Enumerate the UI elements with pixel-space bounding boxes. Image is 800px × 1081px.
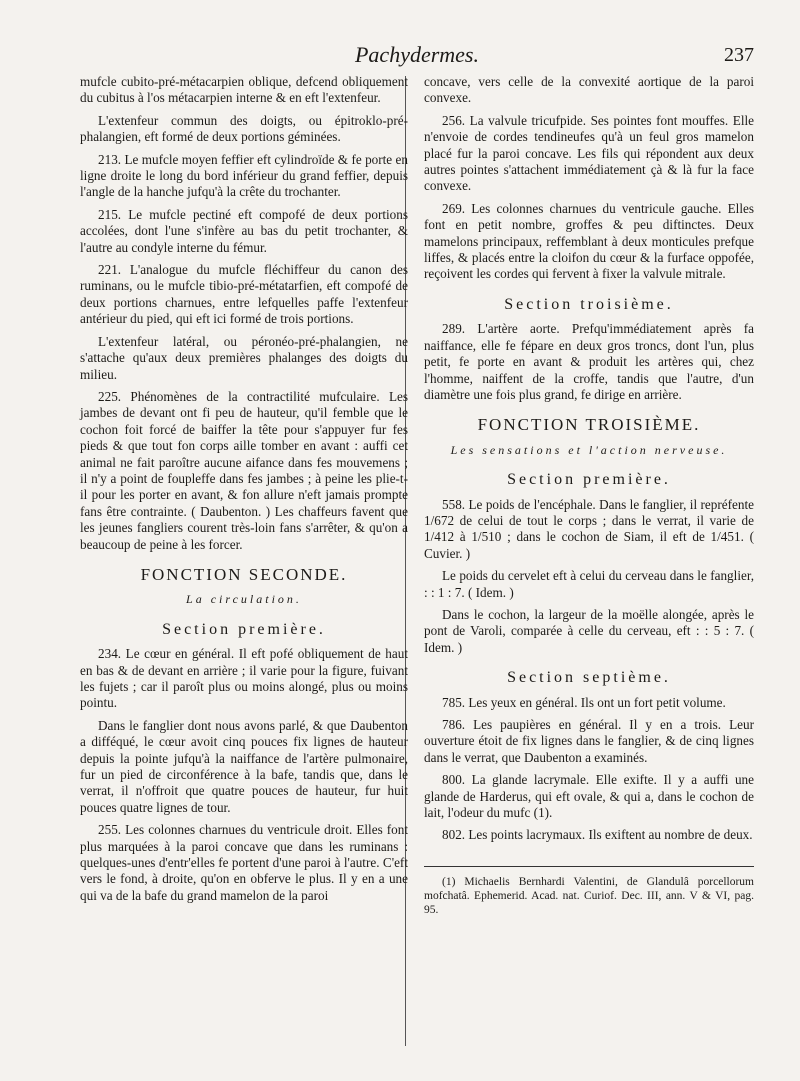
right-column <box>424 74 754 923</box>
paragraph: 215. Le mufcle pectiné eft compofé de deux portions accolées, dont l'une s'infère au bas du petit trochanter, & l'autre au condyle interne du fémur. <box>80 206 408 255</box>
paragraph: mufcle cubito-pré-métacarpien oblique, defcend obliquement du cubitus à l'os métacarpien interne & en eft l'extenfeur. <box>80 74 408 106</box>
paragraph: concave, vers celle de la convexité aortique de la paroi convexe. <box>424 74 754 106</box>
paragraph: Dans le cochon, la largeur de la moëlle alongée, après le pont de Varoli, comparée à celle du cerveau, eft : : 5 : 7. ( Idem. ) <box>424 606 754 655</box>
section-heading: FONCTION SECONDE. <box>140 564 348 584</box>
paragraph: 802. Les points lacrymaux. Ils exiftent au nombre de deux. <box>442 827 753 843</box>
paragraph: Le poids du cervelet eft à celui du cerveau dans le fanglier, : : 1 : 7. ( Idem. ) <box>424 568 754 600</box>
section-heading: Section septième. <box>507 669 671 687</box>
subsection-heading: La circulation. <box>186 592 302 607</box>
footnote: (1) Michaelis Bernhardi Valentini, de Glandulâ porcellorum mofchatâ. Ephemerid. Acad. nat. Curiof. Dec. III, ann. V & VI, pag. 95. <box>424 875 754 916</box>
paragraph: 269. Les colonnes charnues du ventricule gauche. Elles font en petit nombre, groffes & peu diftinctes. Deux mamelons principaux, reffemblant à deux monticules prefque liffes, & placés entre la cloifon du cœur & la furface oppofée, reçoivent les cordes qui fervent à fixer la valvule mitrale. <box>424 200 754 282</box>
section-heading: Section troisième. <box>504 295 674 313</box>
footnote-rule <box>424 866 754 867</box>
page-header <box>80 42 754 72</box>
paragraph: Dans le fanglier dont nous avons parlé, & que Daubenton a difféqué, le cœur avoit cinq pouces fix lignes de hauteur depuis la pointe jufqu'à la naiffance de l'artère pulmonaire, fur un pied de circonférence à la bafe, tandis que, dans le verrat, il n'offroit que quatre pouces de hauteur, fur huit pouces quatre lignes de tour. <box>80 717 408 815</box>
paragraph: 234. Le cœur en général. Il eft pofé obliquement de haut en bas & de devant en arrière ; il varie pour la figure, fuivant les fujets ; car il paroît plus ou moins alongé, plus ou moins pointu. <box>80 646 408 711</box>
paragraph: 255. Les colonnes charnues du ventricule droit. Elles font plus marquées à la paroi concave que dans les ruminans : quelques-unes d'entr'elles fe portent d'une paroi à l'autre. C'eft vers le fond, à droite, qu'on en obferve le plus. Il y en a une qui va de la bafe du grand mamelon de la paroi <box>80 822 408 903</box>
subsection-heading: Les sensations et l'action nerveuse. <box>450 442 728 457</box>
left-column <box>80 74 408 910</box>
page-number: 237 <box>724 44 754 66</box>
paragraph: L'extenfeur commun des doigts, ou épitroklo-pré-phalangien, eft formé de deux portions géminées. <box>80 112 408 145</box>
paragraph: 558. Le poids de l'encéphale. Dans le fanglier, il repréfente 1/672 de celui de tout le corps ; dans le verrat, il varie de 1/412 à 1/510 ; dans le cochon de Siam, il eft de 1/451. ( Cuvier. ) <box>424 496 754 561</box>
paragraph: 221. L'analogue du mufcle fléchiffeur du canon des ruminans, ou le mufcle tibio-pré-métatarfien, eft compofé de deux portions charnues, entre lefquelles paffe l'extenfeur antérieur du pied, qui eft ici formé de trois portions. <box>80 262 408 327</box>
paragraph: L'extenfeur latéral, ou péronéo-pré-phalangien, ne s'attache qu'aux deux premières phalanges des doigts du milieu. <box>80 333 408 382</box>
paragraph: 289. L'artère aorte. Prefqu'immédiatement après fa naiffance, elle fe fépare en deux gros troncs, dont l'un, plus petit, fe porte en avant & produit les artères qui, chez l'homme, naiffent de la croffe, tandis que l'autre, d'un diamètre une fois plus grand, fe dirige en arrière. <box>424 321 754 402</box>
paragraph: 786. Les paupières en général. Il y en a trois. Leur ouverture étoit de fix lignes dans le fanglier, & de cinq lignes dans le verrat, que Daubenton a examinés. <box>424 717 754 765</box>
paragraph: 225. Phénomènes de la contractilité mufculaire. Les jambes de devant ont fi peu de hauteur, qu'il femble que le cochon foit forcé de baiffer la tête pour s'appuyer fur fes pieds & que tout fon corps aille tomber en avant : auffi cet animal ne fait paroître aucune aifance dans fes mouvemens ; il n'y a point de foupleffe dans fes jambes ; à peine les plie-t-il pour les porter en avant, & fon allure n'eft jamais prompte fans être contrainte. ( Daubenton. ) Les chaffeurs favent que les jeunes fangliers courent très-loin fans s'arrêter, & qu'on a beaucoup de peine à les forcer. <box>80 388 408 552</box>
paragraph: 785. Les yeux en général. Ils ont un fort petit volume. <box>442 694 726 710</box>
running-title: Pachydermes. <box>354 42 479 67</box>
section-heading: FONCTION TROISIÈME. <box>477 415 701 435</box>
paragraph: 800. La glande lacrymale. Elle exifte. Il y a auffi une glande de Harderus, qui eft ovale, & qui a, dans le cochon de lait, l'odeur du mufc (1). <box>424 772 754 821</box>
section-heading: Section première. <box>162 620 326 638</box>
section-heading: Section première. <box>507 471 671 489</box>
paragraph: 256. La valvule tricufpide. Ses pointes font mouffes. Elle n'envoie de cordes tendineufes qu'à un feul gros mamelon placé fur la paroi concave. Les fils qui répondent aux deux autres pointes s'attachent immédiatement çà & là fur la face convexe. <box>424 112 754 194</box>
paragraph: 213. Le mufcle moyen feffier eft cylindroïde & fe porte en ligne droite le long du bord inférieur du grand feffier, depuis l'angle de la hanche jufqu'à la crête du trochanter. <box>80 151 408 200</box>
